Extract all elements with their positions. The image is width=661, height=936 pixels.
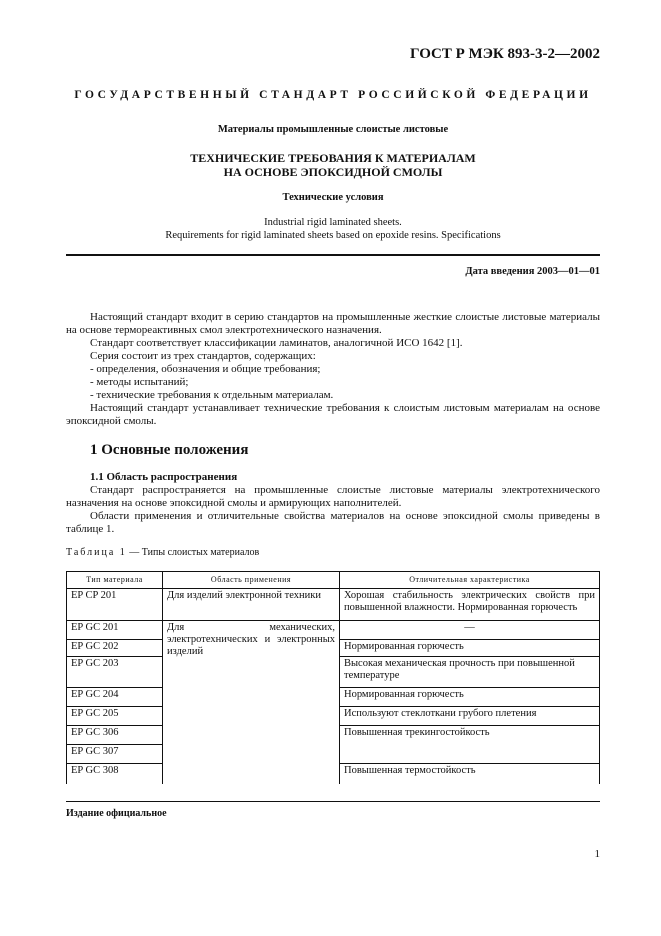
paragraph: Серия состоит из трех стандартов, содержащих: (90, 350, 316, 362)
table-row (67, 589, 600, 621)
list-item: - определения, обозначения и общие требования; (90, 363, 321, 375)
cell-feature: Повышенная трекингостойкость (340, 726, 600, 764)
federation-title: ГОСУДАРСТВЕННЫЙ СТАНДАРТ РОССИЙСКОЙ ФЕДЕРАЦИИ (74, 89, 592, 101)
category: Материалы промышленные слоистые листовые (217, 124, 449, 135)
cell-feature: Хорошая стабильность электрических свойств при повышенной влажности. Нормированная горючесть (340, 589, 600, 621)
english-title-line: Industrial rigid laminated sheets. (264, 217, 402, 228)
main-title (66, 151, 600, 179)
paragraph: Стандарт соответствует классификации ламинатов, аналогичной ИСО 1642 [1]. (90, 337, 463, 349)
cell-type: EP GC 203 (67, 657, 163, 688)
cell-type: EP CP 201 (67, 589, 163, 621)
cell-type: EP GC 204 (67, 688, 163, 707)
cell-feature: Высокая механическая прочность при повышенной температуре (340, 657, 600, 688)
intro (66, 311, 600, 428)
caption-label: Таблица 1 (66, 547, 127, 558)
materials-table (66, 571, 600, 784)
cell-type: EP GC 308 (67, 764, 163, 784)
paragraph: Настоящий стандарт входит в серию стандартов на промышленные жесткие слоистые листовые материалы на основе термореактивных смол электротехнического назначения. (66, 311, 600, 336)
main-title-line: НА ОСНОВЕ ЭПОКСИДНОЙ СМОЛЫ (223, 165, 443, 179)
cell-feature: Используют стеклоткани грубого плетения (340, 707, 600, 726)
table-caption (66, 547, 259, 558)
table-row (67, 621, 600, 640)
cell-area: Для механических, электротехнических и электронных изделий (163, 621, 340, 784)
column-header: Тип материала (67, 572, 163, 589)
footer-divider (66, 801, 600, 802)
cell-feature: Нормированная горючесть (340, 688, 600, 707)
standard-code: ГОСТ Р МЭК 893-3-2—2002 (410, 46, 600, 62)
paragraph: Области применения и отличительные свойства материалов на основе эпоксидной смолы приведены в таблице 1. (66, 510, 600, 535)
main-title-line: ТЕХНИЧЕСКИЕ ТРЕБОВАНИЯ К МАТЕРИАЛАМ (190, 151, 476, 165)
effective-date: Дата введения 2003—01—01 (465, 266, 600, 277)
table-header (67, 572, 600, 589)
cell-type: EP GC 202 (67, 640, 163, 657)
cell-type: EP GC 306 (67, 726, 163, 745)
page-number: 1 (594, 848, 600, 860)
subsection-heading: 1.1 Область распространения (90, 471, 238, 483)
column-header: Область применения (163, 572, 340, 589)
list-item: - технические требования к отдельным материалам. (90, 389, 334, 401)
english-title-line: Requirements for rigid laminated sheets based on epoxide resins. Specifications (165, 230, 501, 241)
cell-area: Для изделий электронной техники (163, 589, 340, 621)
paragraph: Настоящий стандарт устанавливает технические требования к слоистым листовым материалам на основе эпоксидной смолы. (66, 402, 600, 427)
section-heading: 1 Основные положения (90, 442, 249, 458)
cell-feature: — (340, 621, 600, 640)
subtitle: Технические условия (282, 192, 384, 203)
cell-type: EP GC 201 (67, 621, 163, 640)
edition-note: Издание официальное (66, 808, 167, 819)
caption-text: — Типы слоистых материалов (126, 547, 260, 558)
section-body (66, 471, 600, 536)
cell-type: EP GC 307 (67, 745, 163, 764)
cell-feature: Повышенная термостойкость (340, 764, 600, 784)
cell-feature: Нормированная горючесть (340, 640, 600, 657)
list-item: - методы испытаний; (90, 376, 189, 388)
cell-type: EP GC 205 (67, 707, 163, 726)
english-title (66, 216, 600, 242)
paragraph: Стандарт распространяется на промышленные слоистые листовые материалы электротехнического назначения на основе эпоксидной смолы и армирующих наполнителей. (66, 484, 600, 509)
divider (66, 254, 600, 256)
column-header: Отличительная характеристика (340, 572, 600, 589)
